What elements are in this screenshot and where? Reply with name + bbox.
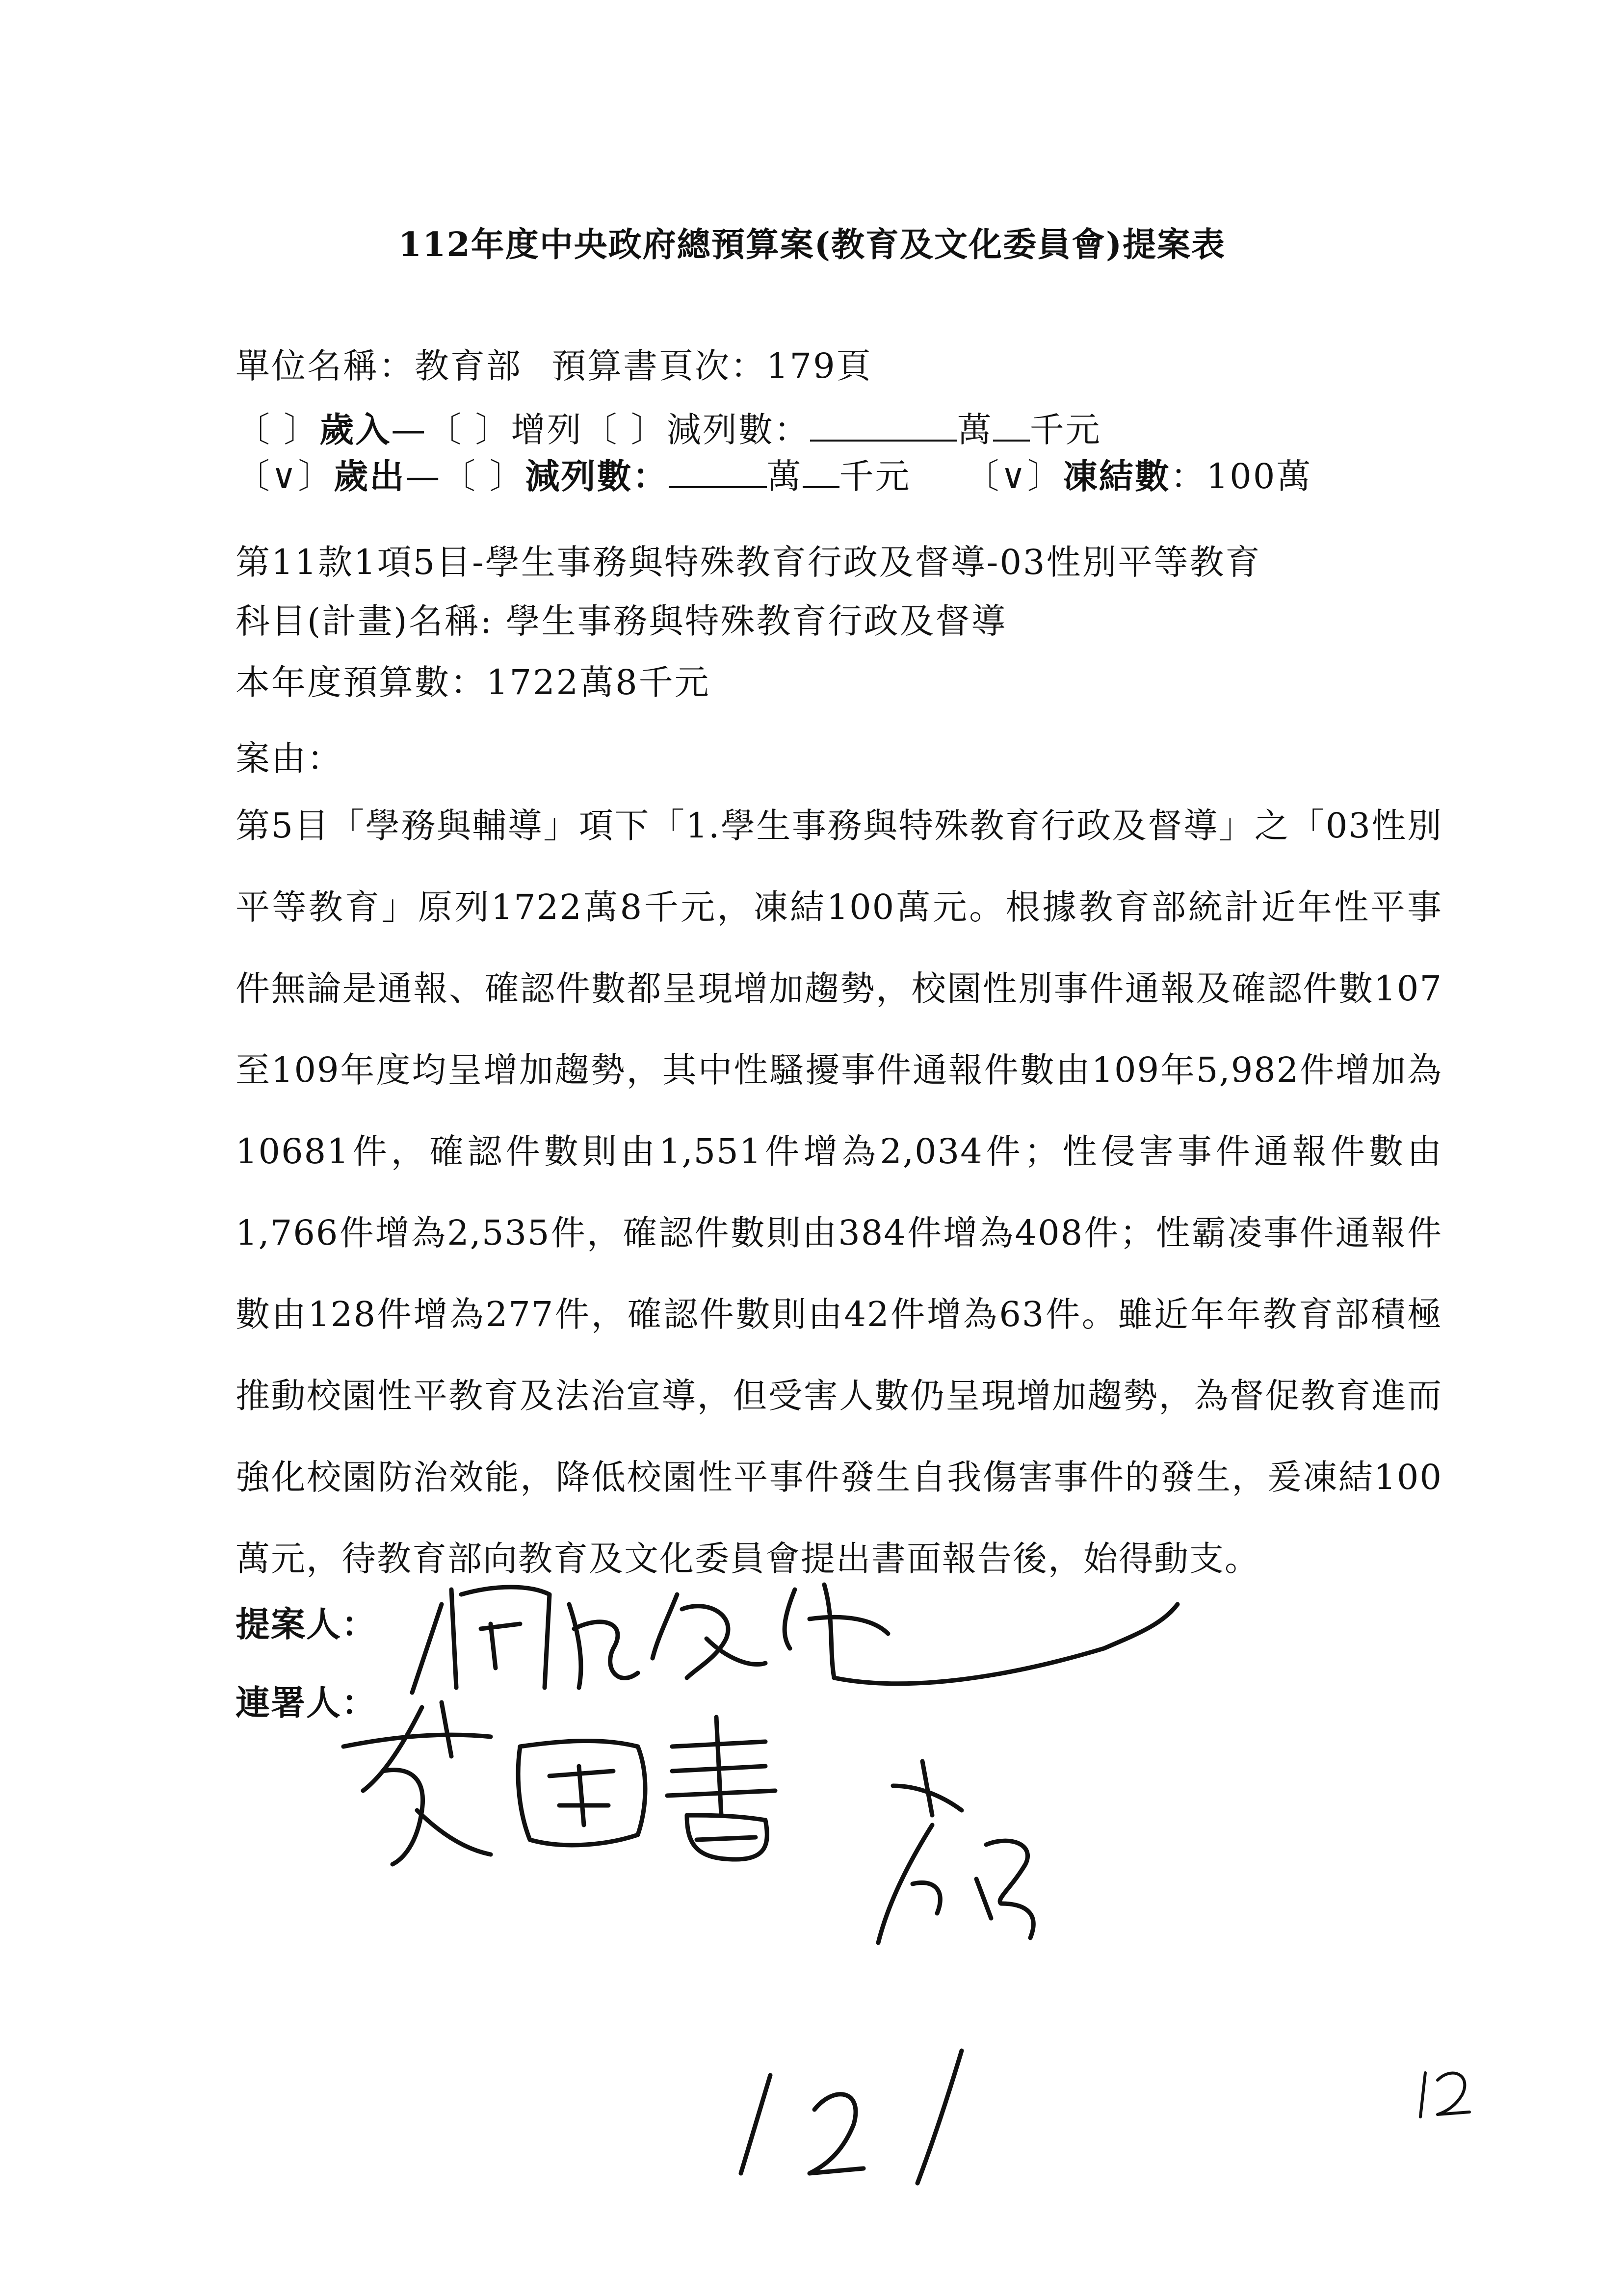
handwritten-corner-number: [1420, 2073, 1469, 2117]
page-title: 112年度中央政府總預算案(教育及文化委員會)提案表: [398, 225, 1226, 264]
exp-unit-wan: 萬: [766, 456, 803, 496]
page-label: 預算書頁次：: [551, 346, 766, 386]
cosigner-label: 連署人：: [236, 1682, 377, 1723]
freeze-checkbox: 〔∨〕: [965, 456, 1063, 496]
decrease-checkbox: 〔 〕: [582, 410, 667, 450]
plan-line: 科目(計畫)名稱: 學生事務與特殊教育行政及督導: [236, 601, 1007, 641]
unit-qian: 千元: [1029, 410, 1101, 450]
expenditure-checkbox: 〔∨〕: [236, 456, 334, 496]
revenue-checkbox: 〔 〕: [236, 410, 320, 450]
increase-label: 增列: [511, 410, 583, 450]
proposer-signature: [412, 1585, 1178, 1693]
reason-label: 案由：: [236, 738, 343, 779]
expenditure-label: 歲出: [334, 456, 406, 496]
exp-decrease-checkbox: 〔 〕: [441, 456, 525, 496]
budget-line: 本年度預算數：1722萬8千元: [236, 662, 710, 703]
page-value: 179頁: [766, 346, 872, 386]
handwritten-page-number: [741, 2051, 962, 2183]
unit-label: 單位名稱：: [236, 346, 415, 386]
cosigner-signature-2: [878, 1761, 1033, 1943]
cosigner-signature-1: [343, 1702, 775, 1864]
increase-checkbox: 〔 〕: [427, 410, 511, 450]
revenue-dash: —: [391, 410, 427, 450]
expenditure-dash: —: [405, 456, 442, 496]
unit-value: 教育部: [415, 346, 522, 386]
unit-wan: 萬: [957, 410, 993, 450]
freeze-label: 凍結數: [1063, 456, 1171, 496]
reason-text: 第5目「學務與輔導」項下「1.學生事務與特殊教育行政及督導」之「03性別平等教育」原列1722萬8千元，凍結100萬元。根據教育部統計近年性平事件無論是通報、確認件數都呈現增加趨勢，校園性別事件通報及確認件數107至109年度均呈增加趨勢，其中性騷擾事件通報件數由109年5,982件增加為10681件，確認件數則由1,551件增為2,034件；性侵害事件通報件數由1,766件增為2,535件，確認件數則由384件增為408件；性霸凌事件通報件數由128件增為277件，確認件數則由42件增為63件。雖近年年教育部積極推動校園性平教育及法治宣導，但受害人數仍呈現增加趨勢，為督促教育進而強化校園防治效能，降低校園性平事件發生自我傷害事件的發生，爰凍結100萬元，待教育部向教育及文化委員會提出書面報告後，始得動支。: [236, 806, 1442, 1579]
decrease-label: 減列數：: [666, 410, 810, 450]
revenue-label: 歲入: [319, 409, 392, 450]
exp-decrease-label: 減列數：: [525, 456, 669, 496]
proposer-label: 提案人：: [236, 1604, 377, 1644]
exp-unit-qian: 千元: [839, 456, 911, 496]
freeze-value: ：100萬: [1170, 456, 1312, 496]
item-line: 第11款1項5目-學生事務與特殊教育行政及督導-03性別平等教育: [236, 542, 1261, 582]
